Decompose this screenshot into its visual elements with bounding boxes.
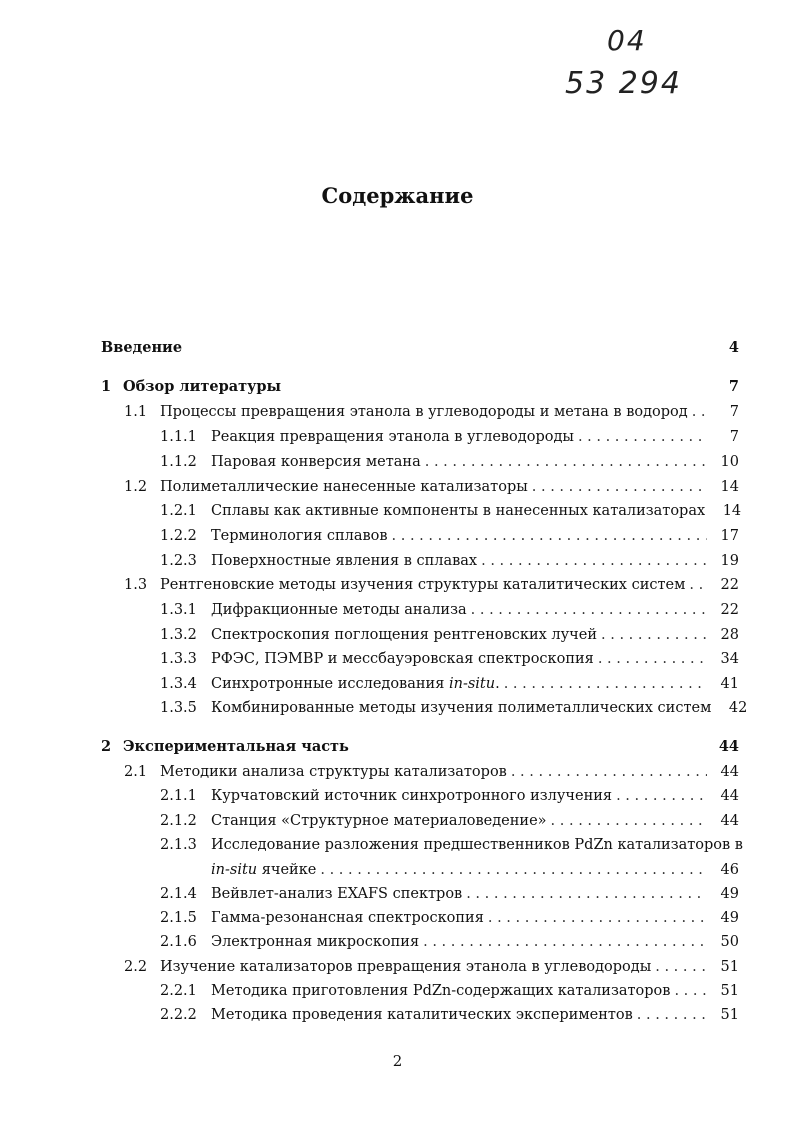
toc-leader	[616, 786, 707, 806]
toc-leader	[655, 957, 707, 977]
toc-number: 1.1.1	[160, 429, 197, 445]
handwritten-note-top: 04	[607, 24, 647, 57]
toc-label: Полиметаллические нанесенные катализаторы	[160, 479, 528, 495]
toc-entry-1-1[interactable]	[124, 402, 739, 424]
toc-page: 44	[720, 788, 739, 804]
toc-entry-1-3-5[interactable]	[160, 698, 748, 720]
toc-leader	[532, 477, 707, 497]
toc-leader	[504, 674, 707, 694]
toc-entry-chapter-1[interactable]	[101, 377, 739, 399]
toc-leader	[551, 811, 707, 831]
toc-label: Поверхностные явления в сплавах	[211, 553, 478, 569]
toc-number: 1.3.4	[160, 676, 197, 692]
toc-entry-1-1-2[interactable]	[160, 452, 739, 474]
toc-label: Введение	[101, 339, 183, 356]
toc-leader	[692, 402, 707, 422]
toc-leader	[488, 908, 707, 928]
toc-label: Рентгеновские методы изучения структуры каталитических систем	[160, 577, 686, 593]
toc-page: 22	[720, 602, 739, 618]
toc-entry-1-3-3[interactable]	[160, 649, 739, 671]
page-number: 2	[392, 1052, 403, 1070]
toc-label-text: ячейке	[257, 862, 317, 878]
toc-number: 2.1.6	[160, 934, 197, 950]
toc-page: 7	[729, 429, 739, 445]
toc-page: 44	[720, 764, 739, 780]
toc-number: 2	[101, 738, 112, 755]
toc-number: 1.2.1	[160, 503, 197, 519]
toc-label: Терминология сплавов	[211, 528, 388, 544]
toc-page: 4	[728, 339, 739, 356]
toc-number: 1.3.3	[160, 651, 197, 667]
toc-leader	[578, 427, 707, 447]
toc-number: 1.1.2	[160, 454, 197, 470]
toc-number: 2.1.2	[160, 813, 197, 829]
toc-page: 10	[720, 454, 739, 470]
toc-entry-1-1-1[interactable]	[160, 427, 739, 449]
toc-label: Комбинированные методы изучения полиметаллических систем	[211, 700, 712, 716]
toc-entry-1-2[interactable]	[124, 477, 739, 499]
toc-label-italic: in-situ	[448, 676, 496, 692]
toc-entry-1-3-4[interactable]	[160, 674, 739, 696]
toc-page: 22	[720, 577, 739, 593]
toc-label: Паровая конверсия метана	[211, 454, 421, 470]
toc-leader	[392, 526, 707, 546]
toc-page: 41	[720, 676, 739, 692]
toc-leader	[423, 932, 707, 952]
toc-number: 2.1.1	[160, 788, 197, 804]
toc-entry-2-2-1[interactable]	[160, 981, 739, 1003]
toc-label: РФЭС, ПЭМВР и мессбауэровская спектроскопия	[211, 651, 594, 667]
toc-number: 1.3.5	[160, 700, 197, 716]
toc-leader	[471, 600, 707, 620]
toc-entry-2-2[interactable]	[124, 957, 739, 979]
toc-page: 28	[720, 627, 739, 643]
toc-label: Экспериментальная часть	[123, 738, 349, 755]
toc-entry-1-2-2[interactable]	[160, 526, 739, 548]
toc-entry-2-1-1[interactable]	[160, 786, 739, 808]
toc-leader	[320, 860, 707, 880]
toc-label: Станция «Структурное материаловедение»	[211, 813, 547, 829]
toc-number: 1.1	[124, 404, 148, 420]
toc-label-continued	[211, 860, 316, 880]
toc-entry-2-1-2[interactable]	[160, 811, 739, 833]
toc-entry-1-2-3[interactable]	[160, 551, 739, 573]
toc-leader	[466, 884, 707, 904]
toc-label: Курчатовский источник синхротронного излучения	[211, 788, 613, 804]
toc-leader	[601, 625, 707, 645]
toc-label: Гамма-резонансная спектроскопия	[211, 910, 484, 926]
toc-label: Обзор литературы	[123, 378, 282, 395]
toc-page: 51	[720, 959, 739, 975]
toc-number: 1.3.1	[160, 602, 197, 618]
toc-number: 2.1	[124, 764, 148, 780]
toc-number: 1.2.3	[160, 553, 197, 569]
toc-page: 49	[720, 886, 739, 902]
toc-label	[211, 674, 500, 694]
toc-number: 2.2.1	[160, 983, 197, 999]
toc-page: 51	[720, 983, 739, 999]
toc-number: 1.2	[124, 479, 148, 495]
toc-page: 44	[718, 738, 739, 755]
toc-page: 7	[729, 404, 739, 420]
toc-label: Методики анализа структуры катализаторов	[160, 764, 507, 780]
toc-page: 14	[722, 503, 742, 519]
toc-entry-2-1-3[interactable]	[160, 835, 743, 857]
toc-page: 34	[720, 651, 739, 667]
toc-page: 50	[720, 934, 739, 950]
toc-label: Электронная микроскопия	[211, 934, 420, 950]
toc-label-period: .	[495, 676, 500, 692]
toc-entry-1-3-2[interactable]	[160, 625, 739, 647]
toc-page: 17	[720, 528, 739, 544]
toc-label-italic: in-situ	[211, 862, 258, 878]
toc-number: 1	[101, 378, 112, 395]
toc-label: Дифракционные методы анализа	[211, 602, 467, 618]
toc-label-text: Синхротронные исследования	[211, 676, 449, 692]
toc-label: Исследование разложения предшественников PdZn катализаторов в	[211, 837, 743, 853]
toc-page: 19	[720, 553, 739, 569]
toc-entry-intro[interactable]	[101, 338, 739, 360]
toc-entry-2-1-3-continued[interactable]	[211, 860, 739, 882]
page-title: Содержание	[321, 183, 474, 208]
handwritten-note-number: 53 294	[565, 66, 682, 101]
toc-entry-2-2-2[interactable]	[160, 1005, 739, 1027]
toc-leader	[598, 649, 707, 669]
toc-number: 2.1.5	[160, 910, 197, 926]
toc-label: Методика приготовления PdZn-содержащих катализаторов	[211, 983, 671, 999]
toc-label: Спектроскопия поглощения рентгеновских лучей	[211, 627, 598, 643]
toc-label: Процессы превращения этанола в углеводороды и метана в водород	[160, 404, 688, 420]
toc-page: 49	[720, 910, 739, 926]
toc-leader	[674, 981, 707, 1001]
toc-label: Реакция превращения этанола в углеводороды	[211, 429, 574, 445]
toc-leader	[481, 551, 707, 571]
toc-entry-chapter-2[interactable]	[101, 737, 739, 759]
toc-page: 7	[728, 378, 739, 395]
toc-number: 2.1.3	[160, 837, 197, 853]
toc-leader	[689, 575, 707, 595]
toc-leader	[637, 1005, 707, 1025]
toc-entry-1-3[interactable]	[124, 575, 739, 597]
toc-number: 2.2.2	[160, 1007, 197, 1023]
toc-entry-2-1-4[interactable]	[160, 884, 739, 906]
toc-leader	[425, 452, 707, 472]
toc-page: 46	[720, 862, 739, 878]
toc-leader	[511, 762, 707, 782]
toc-page: 14	[720, 479, 739, 495]
toc-page: 44	[720, 813, 739, 829]
toc-label: Изучение катализаторов превращения этанола в углеводороды	[160, 959, 652, 975]
toc-number: 1.2.2	[160, 528, 197, 544]
toc-number: 2.1.4	[160, 886, 197, 902]
toc-label: Методика проведения каталитических экспериментов	[211, 1007, 633, 1023]
toc-label: Сплавы как активные компоненты в нанесенных катализаторах	[211, 503, 706, 519]
toc-entry-1-2-1[interactable]	[160, 501, 742, 523]
toc-entry-1-3-1[interactable]	[160, 600, 739, 622]
toc-number: 1.3	[124, 577, 148, 593]
toc-page: 51	[720, 1007, 739, 1023]
toc-label: Вейвлет-анализ EXAFS спектров	[211, 886, 463, 902]
toc-entry-2-1-5[interactable]	[160, 908, 739, 930]
toc-entry-2-1[interactable]	[124, 762, 739, 784]
toc-number: 1.3.2	[160, 627, 197, 643]
toc-entry-2-1-6[interactable]	[160, 932, 739, 954]
toc-number: 2.2	[124, 959, 148, 975]
toc-page: 42	[728, 700, 748, 716]
